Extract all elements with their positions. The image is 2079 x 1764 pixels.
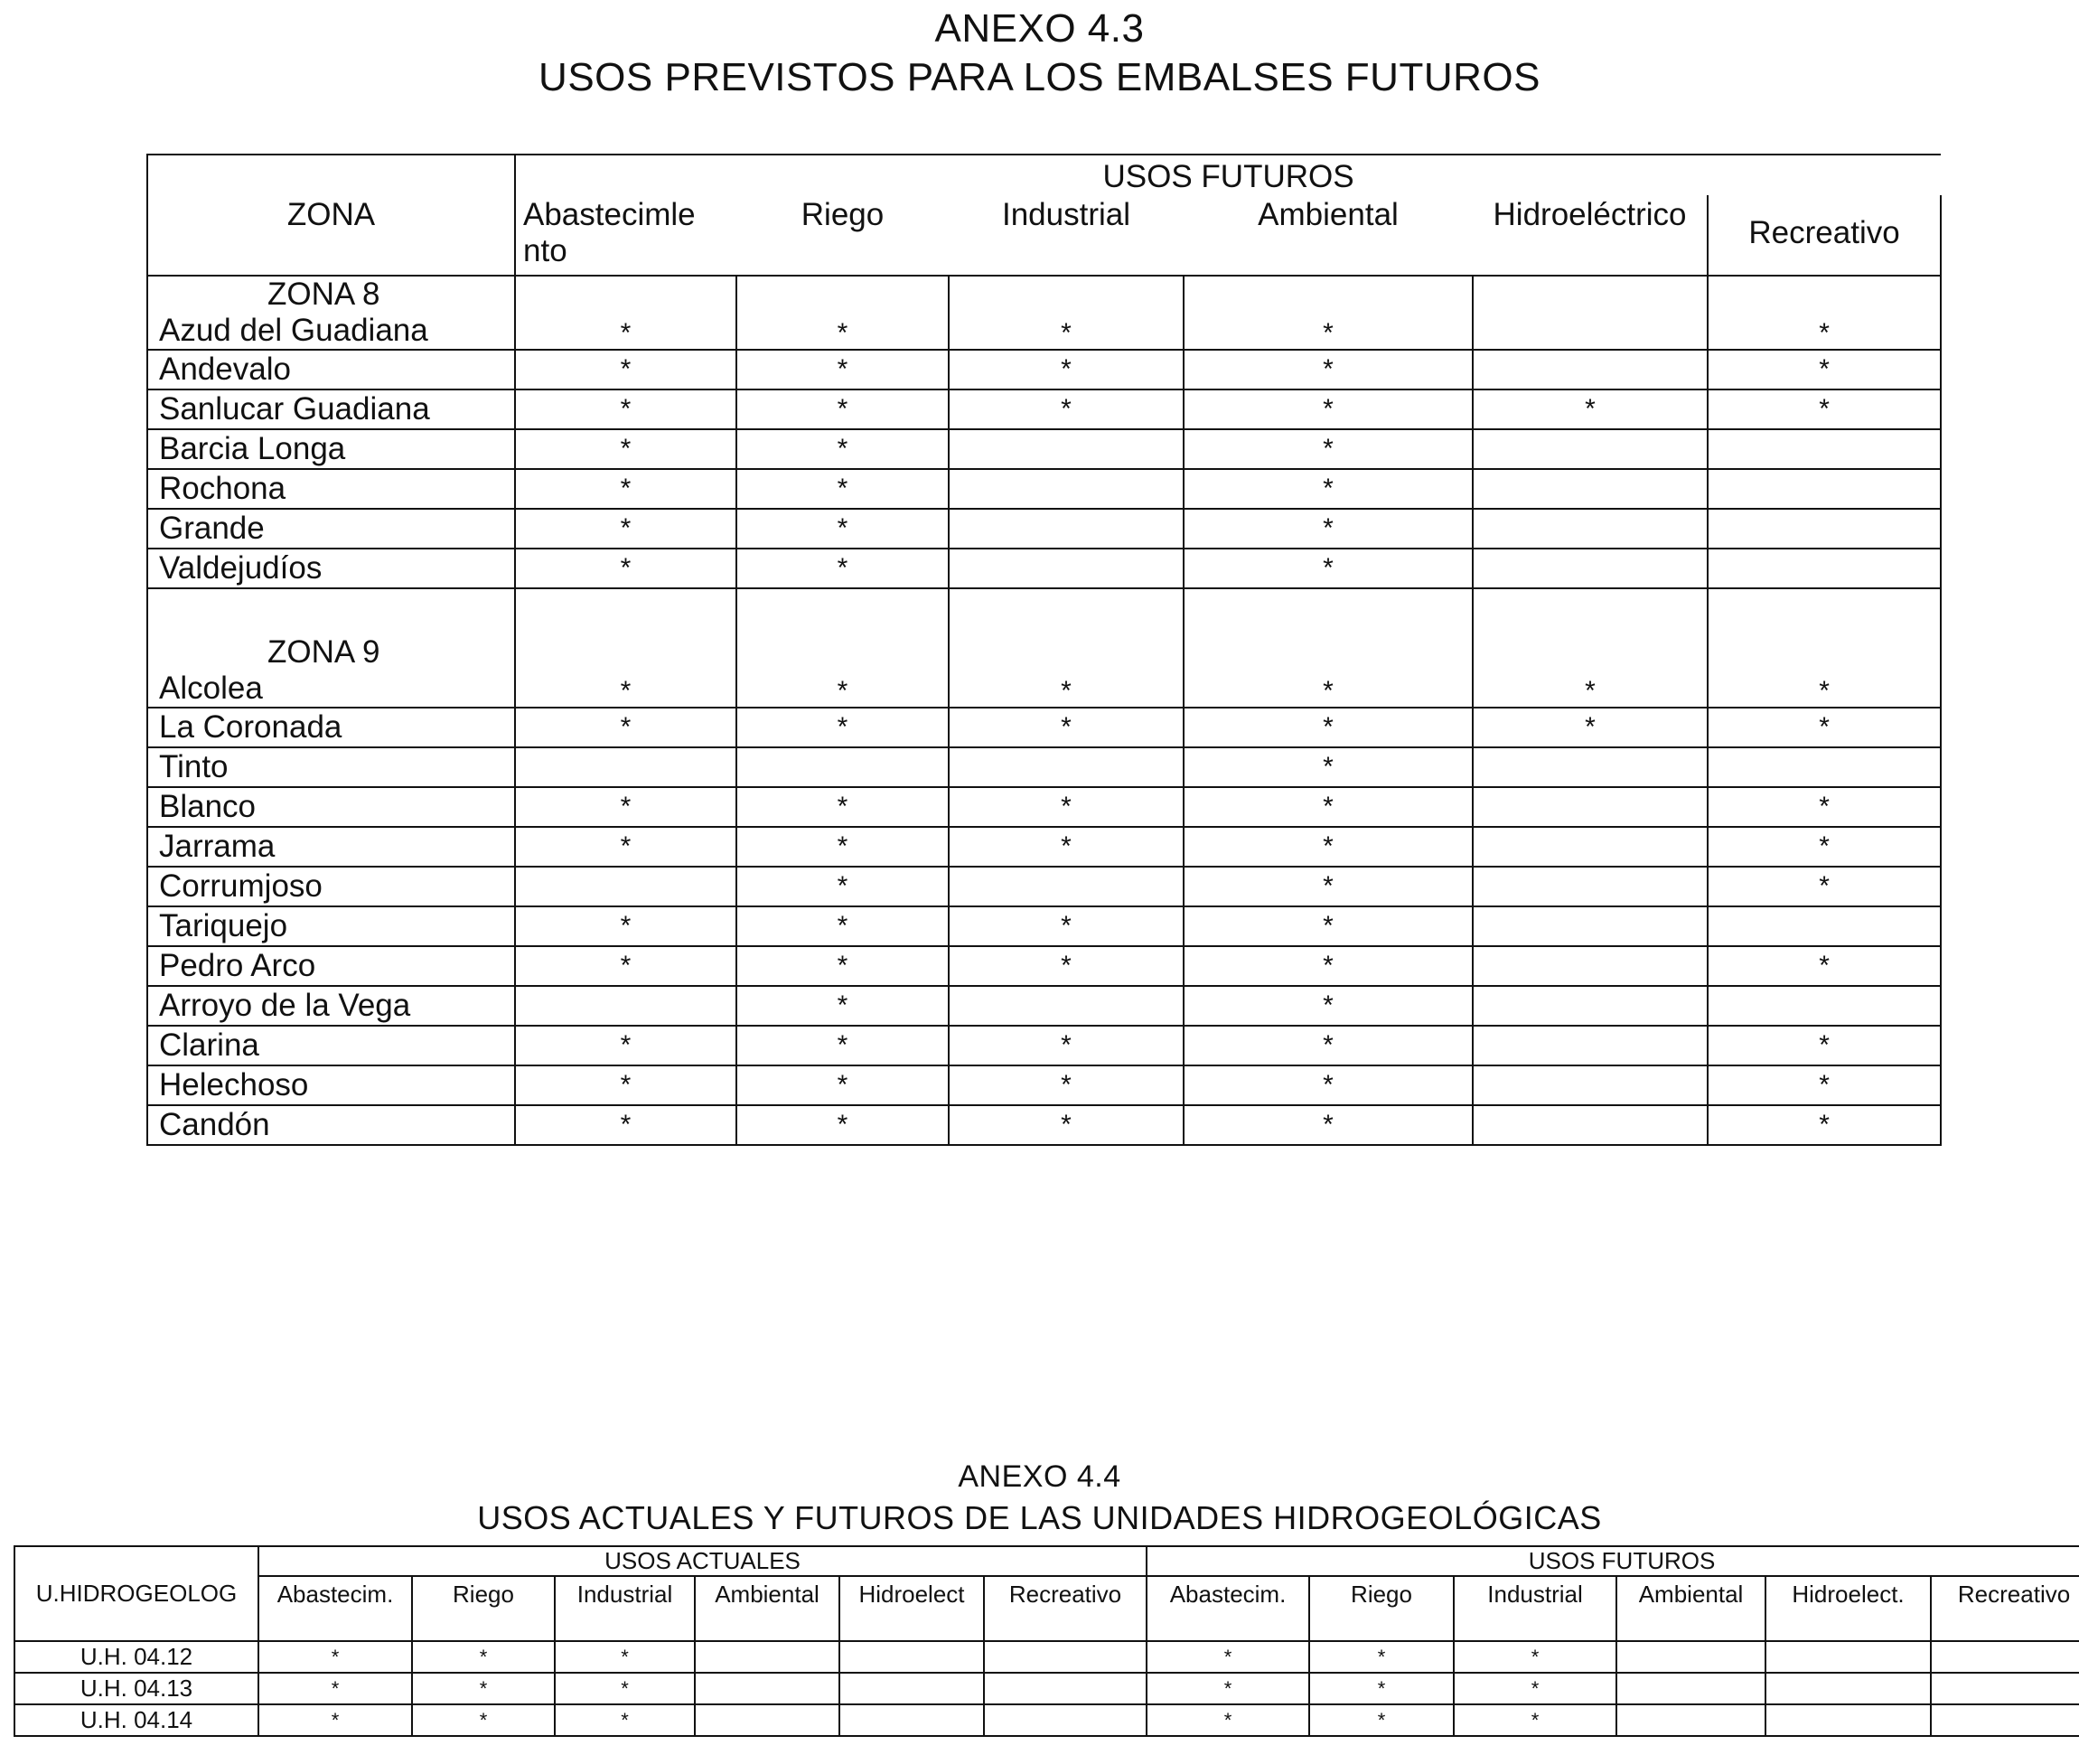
usage-mark: * <box>736 389 949 429</box>
usos-actuales-header: USOS ACTUALES <box>258 1546 1147 1576</box>
table-row <box>147 549 1941 588</box>
usage-mark <box>1473 867 1708 906</box>
usage-mark: * <box>949 708 1184 747</box>
usage-mark: * <box>515 1065 736 1105</box>
usage-mark <box>1473 350 1708 389</box>
usage-mark: * <box>1708 708 1941 747</box>
column-header: Recreativo <box>1708 195 1941 276</box>
embalse-name: Candón <box>159 1107 270 1142</box>
table-row <box>14 1704 2079 1736</box>
usage-mark: * <box>1184 708 1473 747</box>
usage-mark <box>1708 469 1941 509</box>
table-row <box>147 350 1941 389</box>
embalse-name: Pedro Arco <box>159 948 316 983</box>
usage-mark: * <box>515 509 736 549</box>
usage-mark: * <box>515 588 736 708</box>
usage-mark: * <box>1708 946 1941 986</box>
column-header: Ambiental <box>1616 1576 1765 1641</box>
usage-mark: * <box>1184 946 1473 986</box>
usage-mark: * <box>258 1673 412 1704</box>
column-header: Industrial <box>555 1576 695 1641</box>
usage-mark <box>1473 509 1708 549</box>
usage-mark: * <box>515 549 736 588</box>
usage-mark <box>949 747 1184 787</box>
usage-mark <box>1473 469 1708 509</box>
usage-mark <box>1931 1673 2079 1704</box>
usage-mark: * <box>515 276 736 350</box>
usage-mark: * <box>1184 549 1473 588</box>
usage-mark <box>1708 429 1941 469</box>
usage-mark <box>1473 747 1708 787</box>
usage-mark: * <box>412 1641 555 1673</box>
usage-mark: * <box>515 1026 736 1065</box>
usage-mark: * <box>1708 389 1941 429</box>
uh-header: U.HIDROGEOLOG <box>14 1546 258 1641</box>
embalse-name: Blanco <box>159 789 257 824</box>
embalse-name: Clarina <box>159 1027 259 1063</box>
usage-mark: * <box>736 429 949 469</box>
usage-mark: * <box>1473 588 1708 708</box>
usage-mark: * <box>515 469 736 509</box>
table-row <box>14 1673 2079 1704</box>
column-header: Ambiental <box>695 1576 839 1641</box>
usage-mark: * <box>736 469 949 509</box>
embalse-name-cell <box>147 747 515 787</box>
usos-futuros-header: USOS FUTUROS <box>515 155 1941 195</box>
usage-mark: * <box>258 1641 412 1673</box>
usage-mark: * <box>1184 350 1473 389</box>
header-row <box>147 155 1941 195</box>
embalse-name-cell <box>147 429 515 469</box>
usage-mark: * <box>515 1105 736 1145</box>
usage-mark <box>949 867 1184 906</box>
embalse-name: Jarrama <box>159 829 276 864</box>
usage-mark <box>1708 747 1941 787</box>
column-header: Industrial <box>949 195 1184 276</box>
usage-mark: * <box>1708 1105 1941 1145</box>
table-row <box>147 469 1941 509</box>
usage-mark: * <box>1708 350 1941 389</box>
usage-mark: * <box>949 276 1184 350</box>
usage-mark: * <box>1309 1704 1454 1736</box>
usage-mark <box>1931 1641 2079 1673</box>
annex-4-4-subtitle: USOS ACTUALES Y FUTUROS DE LAS UNIDADES HIDROGEOLÓGICAS <box>477 1499 1602 1536</box>
usage-mark <box>1473 946 1708 986</box>
embalse-name: Barcia Longa <box>159 431 346 466</box>
usage-mark <box>984 1673 1147 1704</box>
usage-mark <box>1473 549 1708 588</box>
annex-4-3-title: ANEXO 4.3 <box>934 6 1145 51</box>
usage-mark: * <box>1309 1673 1454 1704</box>
annex-4-4-title: ANEXO 4.4 <box>958 1459 1121 1494</box>
usage-mark: * <box>949 350 1184 389</box>
usage-mark: * <box>1184 747 1473 787</box>
embalse-name: Sanlucar Guadiana <box>159 391 430 427</box>
column-header: Riego <box>1309 1576 1454 1641</box>
usage-mark: * <box>1454 1673 1616 1704</box>
usage-mark: * <box>949 1105 1184 1145</box>
usage-mark: * <box>515 389 736 429</box>
usage-mark: * <box>736 986 949 1026</box>
usage-mark: * <box>949 827 1184 867</box>
usage-mark: * <box>736 549 949 588</box>
table-row <box>14 1641 2079 1673</box>
embalse-name: Grande <box>159 511 265 546</box>
annex-4-3-subtitle: USOS PREVISTOS PARA LOS EMBALSES FUTUROS <box>538 55 1541 99</box>
usage-mark: * <box>555 1704 695 1736</box>
embalse-name-cell <box>147 1105 515 1145</box>
usage-mark: * <box>515 429 736 469</box>
column-header: Riego <box>736 195 949 276</box>
usage-mark <box>695 1673 839 1704</box>
usage-mark <box>1473 1026 1708 1065</box>
column-header: Industrial <box>1454 1576 1616 1641</box>
usage-mark <box>515 986 736 1026</box>
usage-mark: * <box>1708 867 1941 906</box>
embalse-name-cell <box>147 588 515 708</box>
table-row <box>147 827 1941 867</box>
zone-label: ZONA 8 <box>267 277 380 312</box>
usage-mark <box>839 1704 984 1736</box>
usage-mark <box>1473 276 1708 350</box>
table-row <box>147 429 1941 469</box>
usage-mark: * <box>515 906 736 946</box>
usage-mark <box>515 747 736 787</box>
usage-mark <box>695 1704 839 1736</box>
column-header: Hidroelect. <box>1765 1576 1931 1641</box>
usage-mark <box>1765 1673 1931 1704</box>
usage-mark <box>1765 1704 1931 1736</box>
usage-mark: * <box>736 867 949 906</box>
usage-mark: * <box>1184 867 1473 906</box>
usage-mark <box>1473 1105 1708 1145</box>
usage-mark: * <box>736 827 949 867</box>
usage-mark: * <box>1184 906 1473 946</box>
usage-mark: * <box>736 787 949 827</box>
table-row <box>147 509 1941 549</box>
embalse-name: La Coronada <box>159 709 342 745</box>
column-header: Abastecim. <box>1147 1576 1309 1641</box>
usage-mark <box>1473 906 1708 946</box>
usage-mark: * <box>949 389 1184 429</box>
embalse-name-cell <box>147 946 515 986</box>
usage-mark <box>1765 1641 1931 1673</box>
embalse-name: Azud del Guadiana <box>159 313 428 348</box>
usage-mark: * <box>1184 469 1473 509</box>
embalse-name-cell <box>147 1065 515 1105</box>
unidades-hidrogeologicas-table <box>14 1545 2079 1737</box>
usage-mark: * <box>515 708 736 747</box>
usos-futuros-header: USOS FUTUROS <box>1147 1546 2079 1576</box>
usage-mark: * <box>1708 276 1941 350</box>
usage-mark: * <box>736 276 949 350</box>
usage-mark: * <box>515 946 736 986</box>
table-row <box>147 708 1941 747</box>
column-header: Ambiental <box>1184 195 1473 276</box>
usage-mark: * <box>515 787 736 827</box>
embalse-name-cell <box>147 827 515 867</box>
table-row <box>147 787 1941 827</box>
embalse-name: Rochona <box>159 471 286 506</box>
usage-mark <box>949 986 1184 1026</box>
group-header-row <box>14 1546 2079 1576</box>
usage-mark <box>1708 509 1941 549</box>
table-row <box>147 986 1941 1026</box>
usage-mark: * <box>949 946 1184 986</box>
table-row <box>147 389 1941 429</box>
uh-name: U.H. 04.12 <box>14 1641 258 1673</box>
table-row <box>147 867 1941 906</box>
usage-mark: * <box>1184 509 1473 549</box>
usage-mark <box>1473 429 1708 469</box>
usage-mark <box>1708 986 1941 1026</box>
embalse-name-cell <box>147 708 515 747</box>
usage-mark: * <box>1309 1641 1454 1673</box>
usage-mark: * <box>1454 1704 1616 1736</box>
table-row <box>147 588 1941 708</box>
usage-mark <box>839 1641 984 1673</box>
usage-mark: * <box>1184 1026 1473 1065</box>
usage-mark: * <box>1184 986 1473 1026</box>
usage-mark: * <box>1184 276 1473 350</box>
usage-mark: * <box>949 787 1184 827</box>
column-header: Hidroeléctrico <box>1473 195 1708 276</box>
usage-mark: * <box>736 708 949 747</box>
embalse-name-cell <box>147 1026 515 1065</box>
usage-mark <box>949 429 1184 469</box>
usage-mark: * <box>555 1673 695 1704</box>
usage-mark <box>1616 1704 1765 1736</box>
column-header: Hidroelect <box>839 1576 984 1641</box>
usage-mark <box>1616 1641 1765 1673</box>
usage-mark: * <box>736 946 949 986</box>
column-header: Abastecimle nto <box>515 195 736 276</box>
usage-mark: * <box>1184 827 1473 867</box>
column-header: Recreativo <box>1931 1576 2079 1641</box>
usage-mark: * <box>736 1026 949 1065</box>
usage-mark: * <box>949 906 1184 946</box>
usage-mark: * <box>412 1704 555 1736</box>
table-row <box>147 1105 1941 1145</box>
embalse-name-cell <box>147 906 515 946</box>
usage-mark: * <box>1708 1026 1941 1065</box>
usage-mark <box>949 469 1184 509</box>
usage-mark: * <box>1708 588 1941 708</box>
table-row <box>147 906 1941 946</box>
usage-mark: * <box>736 588 949 708</box>
usage-mark: * <box>1473 389 1708 429</box>
usage-mark: * <box>736 509 949 549</box>
usage-mark: * <box>1184 429 1473 469</box>
zone-label: ZONA 9 <box>267 634 380 670</box>
usage-mark <box>839 1673 984 1704</box>
usage-mark <box>1708 549 1941 588</box>
embalse-name-cell <box>147 509 515 549</box>
embalse-name: Alcolea <box>159 671 263 706</box>
usage-mark: * <box>1184 787 1473 827</box>
table-row <box>147 747 1941 787</box>
usage-mark <box>736 747 949 787</box>
usage-mark: * <box>555 1641 695 1673</box>
embalse-name: Andevalo <box>159 352 291 387</box>
embalse-name-cell <box>147 549 515 588</box>
usage-mark: * <box>949 588 1184 708</box>
embalse-name-cell <box>147 986 515 1026</box>
usage-mark: * <box>1708 827 1941 867</box>
embalse-name: Corrumjoso <box>159 868 323 904</box>
table-row <box>147 1026 1941 1065</box>
usage-mark <box>984 1704 1147 1736</box>
column-header: Abastecim. <box>258 1576 412 1641</box>
usage-mark: * <box>1454 1641 1616 1673</box>
usage-mark <box>984 1641 1147 1673</box>
usage-mark: * <box>736 350 949 389</box>
usage-mark: * <box>736 906 949 946</box>
usage-mark: * <box>1184 588 1473 708</box>
usage-mark: * <box>949 1065 1184 1105</box>
usage-mark: * <box>515 350 736 389</box>
usage-mark <box>949 509 1184 549</box>
usage-mark: * <box>1184 1105 1473 1145</box>
table-row <box>147 1065 1941 1105</box>
table-row <box>147 946 1941 986</box>
usage-mark <box>1708 906 1941 946</box>
table-row <box>147 276 1941 350</box>
usage-mark <box>1473 787 1708 827</box>
usage-mark <box>1616 1673 1765 1704</box>
usage-mark: * <box>1147 1641 1309 1673</box>
embalse-name-cell <box>147 389 515 429</box>
usage-mark <box>695 1641 839 1673</box>
embalse-name: Valdejudíos <box>159 550 323 586</box>
zona-header: ZONA <box>147 155 515 276</box>
usage-mark: * <box>1147 1704 1309 1736</box>
usage-mark <box>1473 986 1708 1026</box>
column-header: Recreativo <box>984 1576 1147 1641</box>
embalse-name: Tinto <box>159 749 229 784</box>
uh-name: U.H. 04.14 <box>14 1704 258 1736</box>
embalse-name-cell <box>147 276 515 350</box>
usage-mark <box>1473 1065 1708 1105</box>
usage-mark: * <box>1184 389 1473 429</box>
usage-mark: * <box>736 1065 949 1105</box>
embalses-futuros-table <box>146 154 1942 1146</box>
usage-mark <box>1473 827 1708 867</box>
embalse-name: Tariquejo <box>159 908 288 943</box>
usage-mark <box>949 549 1184 588</box>
column-header-row <box>14 1576 2079 1641</box>
embalse-name: Arroyo de la Vega <box>159 988 411 1023</box>
usage-mark: * <box>949 1026 1184 1065</box>
usage-mark: * <box>1708 1065 1941 1105</box>
column-header: Riego <box>412 1576 555 1641</box>
usage-mark <box>1931 1704 2079 1736</box>
usage-mark: * <box>1184 1065 1473 1105</box>
usage-mark <box>515 867 736 906</box>
embalse-name-cell <box>147 469 515 509</box>
usage-mark: * <box>736 1105 949 1145</box>
usage-mark: * <box>1473 708 1708 747</box>
embalse-name-cell <box>147 350 515 389</box>
embalse-name-cell <box>147 867 515 906</box>
usage-mark: * <box>1708 787 1941 827</box>
usage-mark: * <box>515 827 736 867</box>
embalse-name-cell <box>147 787 515 827</box>
usage-mark: * <box>258 1704 412 1736</box>
embalse-name: Helechoso <box>159 1067 309 1102</box>
usage-mark: * <box>1147 1673 1309 1704</box>
uh-name: U.H. 04.13 <box>14 1673 258 1704</box>
usage-mark: * <box>412 1673 555 1704</box>
